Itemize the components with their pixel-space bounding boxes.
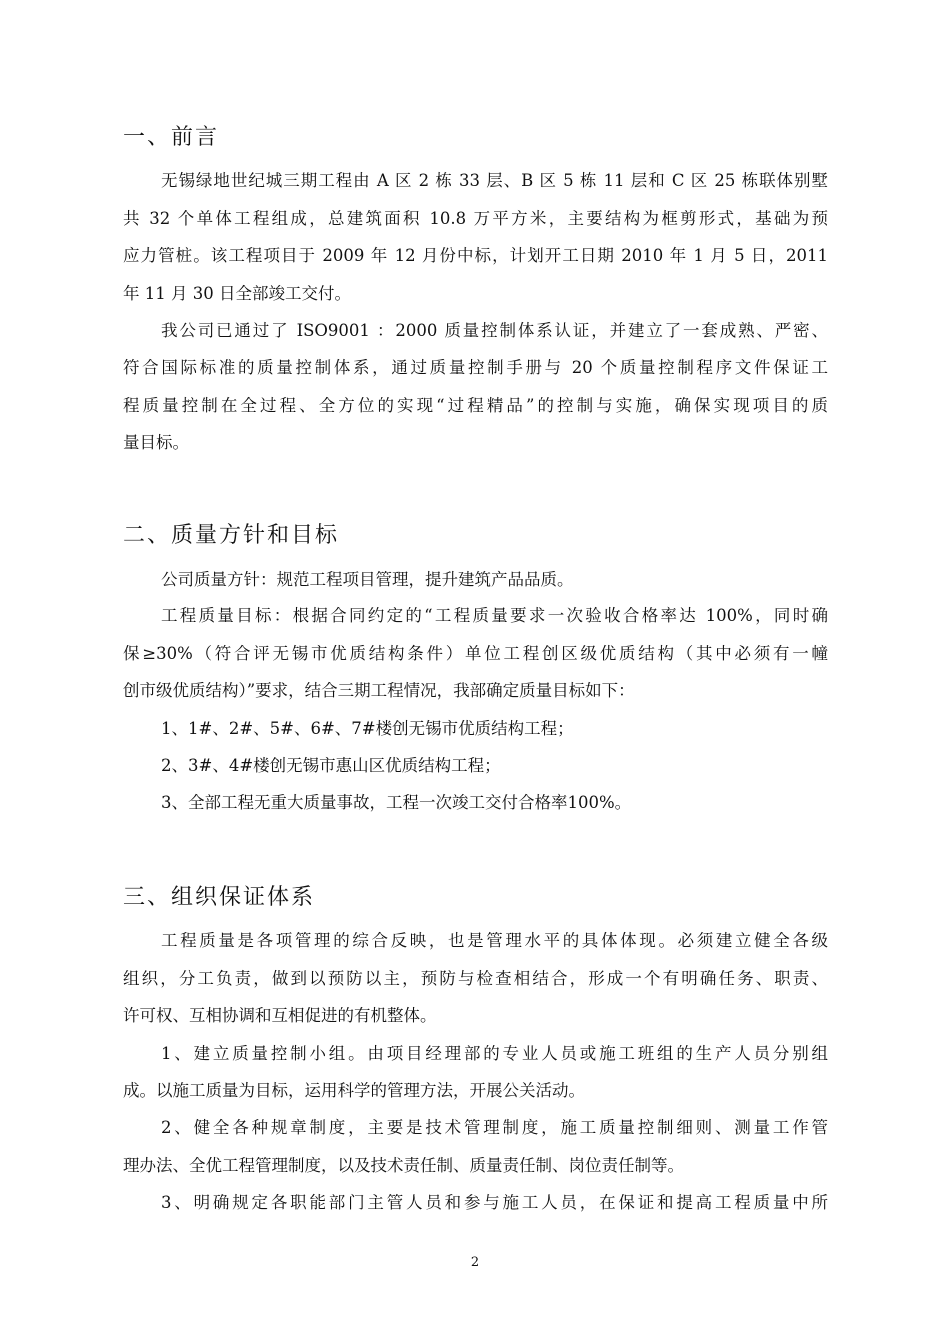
paragraph-line: 公司质量方针：规范工程项目管理，提升建筑产品品质。: [161, 570, 574, 589]
section-heading-preface: 一、前言: [123, 125, 220, 150]
paragraph-line: 共 32 个单体工程组成，总建筑面积 10.8 万平方米，主要结构为框剪形式，基础为预: [123, 209, 828, 228]
paragraph-line: 2、健全各种规章制度，主要是技术管理制度，施工质量控制细则、测量工作管: [161, 1118, 828, 1137]
paragraph-line: 1、建立质量控制小组。由项目经理部的专业人员或施工班组的生产人员分别组: [161, 1044, 828, 1063]
paragraph-line: 组织，分工负责，做到以预防以主，预防与检查相结合，形成一个有明确任务、职责、: [123, 969, 828, 988]
paragraph-line: 应力管桩。该工程项目于 2009 年 12 月份中标，计划开工日期 2010 年 1 月 5 日，2011: [123, 246, 828, 265]
section-heading-organization: 三、组织保证体系: [123, 885, 316, 910]
paragraph-line: 创市级优质结构）”要求，结合三期工程情况，我部确定质量目标如下：: [123, 681, 635, 700]
list-item: 1、1#、2#、5#、6#、7#楼创无锡市优质结构工程；: [161, 719, 574, 738]
paragraph-line: 工程质量是各项管理的综合反映，也是管理水平的具体体现。必须建立健全各级: [161, 931, 828, 950]
paragraph-line: 3、明确规定各职能部门主管人员和参与施工人员，在保证和提高工程质量中所: [161, 1193, 828, 1212]
list-item: 2、3#、4#楼创无锡市惠山区优质结构工程；: [161, 756, 501, 775]
paragraph-line: 成。以施工质量为目标，运用科学的管理方法，开展公关活动。: [123, 1081, 585, 1100]
paragraph-line: 我公司已通过了 ISO9001 ：2000 质量控制体系认证，并建立了一套成熟、严密、: [161, 321, 828, 340]
list-item: 3、全部工程无重大质量事故，工程一次竣工交付合格率100%。: [161, 793, 632, 812]
paragraph-line: 许可权、互相协调和互相促进的有机整体。: [123, 1006, 437, 1025]
paragraph-line: 量目标。: [123, 433, 189, 452]
paragraph-line: 符合国际标准的质量控制体系，通过质量控制手册与 20 个质量控制程序文件保证工: [123, 358, 828, 377]
paragraph-line: 无锡绿地世纪城三期工程由 A 区 2 栋 33 层、B 区 5 栋 11 层和 C 区 25 栋联体别墅: [161, 171, 828, 190]
paragraph-line: 保≥30%（符合评无锡市优质结构条件）单位工程创区级优质结构（其中必须有一幢: [123, 644, 828, 663]
section-heading-quality-policy: 二、质量方针和目标: [123, 523, 340, 548]
paragraph-line: 工程质量目标：根据合同约定的“工程质量要求一次验收合格率达 100%，同时确: [161, 606, 828, 625]
page-number: 2: [470, 1255, 480, 1270]
paragraph-line: 理办法、全优工程管理制度，以及技术责任制、质量责任制、岗位责任制等。: [123, 1156, 684, 1175]
paragraph-line: 程质量控制在全过程、全方位的实现“过程精品”的控制与实施，确保实现项目的质: [123, 396, 828, 415]
paragraph-line: 年 11 月 30 日全部竣工交付。: [123, 284, 351, 303]
